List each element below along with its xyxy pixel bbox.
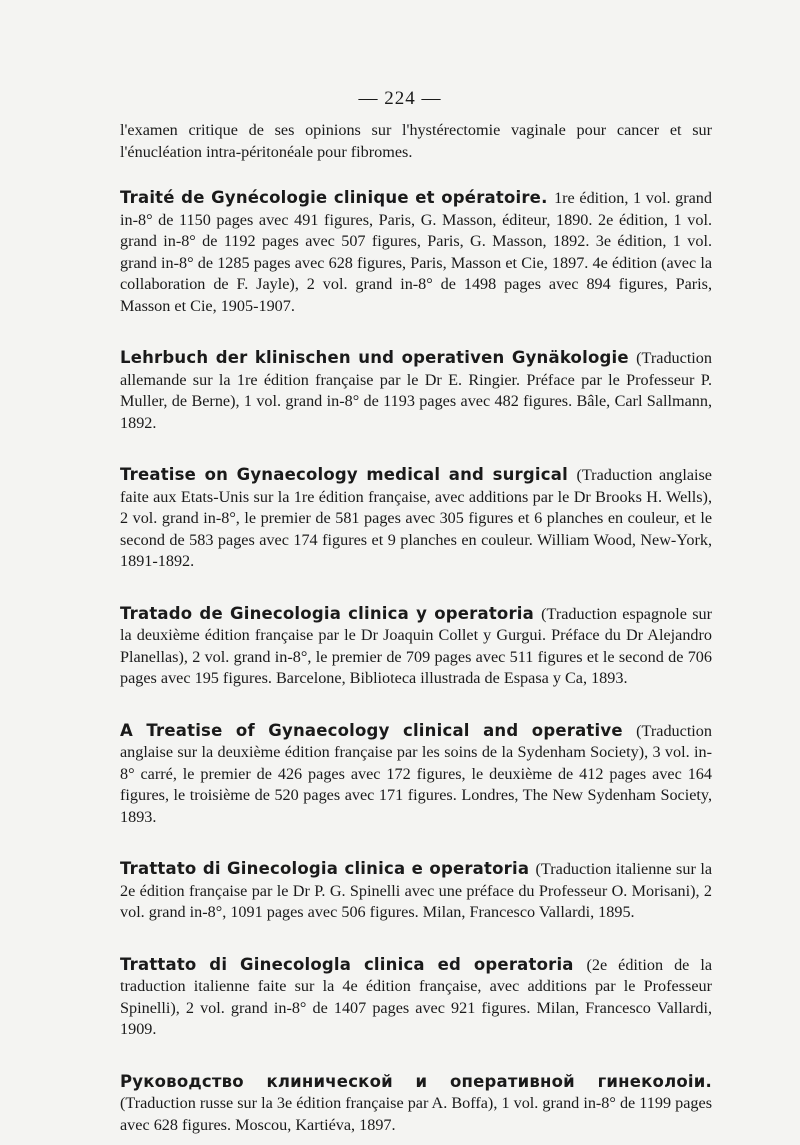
entry-title: Traité de Gynécologie clinique et opératoire. xyxy=(120,188,555,207)
page-number: — 224 — xyxy=(358,88,442,109)
page-content xyxy=(120,120,712,1136)
entry-text: (Traduction anglaise faite aux Etats-Unis sur la 1re édition française, avec additions par le Dr Brooks H. Wells), 2 vol. grand in-8°, le premier de 581 pages avec 305 figures et 6 planches en couleur, et le second de 583 pages avec 174 figures et 9 planches en couleur. William Wood, New-York, 1891-1892. xyxy=(120,466,712,570)
entry-text: (Traduction espagnole sur la deuxième édition française par le Dr Joaquin Collet y Gurgui. Préface du Dr Alejandro Planellas), 2 vol. grand in-8°, le premier de 709 pages avec 511 figures et le second de 706 pages avec 195 figures. Barcelone, Biblioteca illustrada de Espasa y Ca, 1893. xyxy=(120,604,712,687)
entry-title: Treatise on Gynaecology medical and surgical xyxy=(120,465,577,484)
bibliography-entry xyxy=(120,603,712,690)
entry-text: (2e édition de la traduction italienne faite sur la 4e édition française, avec additions par le Professeur Spinelli), 2 vol. grand in-8° de 1407 pages avec 921 figures. Milan, Francesco Vallardi, 1909. xyxy=(120,955,712,1038)
intro-paragraph: l'examen critique de ses opinions sur l'hystérectomie vaginale pour cancer et sur l'énucléation intra-péritonéale pour fibromes. xyxy=(120,121,712,161)
entry-title: A Treatise of Gynaecology clinical and operative xyxy=(120,720,637,740)
entry-title: Руководство клинической и оперативной гинеколоіи. xyxy=(120,1071,712,1091)
entry-title: Tratado de Ginecologia clinica y operatoria xyxy=(120,603,542,623)
bibliography-entry xyxy=(120,1071,712,1137)
entry-title: Trattato di Ginecologla clinica ed operatoria xyxy=(120,954,587,974)
bibliography-entry xyxy=(120,187,712,317)
entry-text: (Traduction russe sur la 3e édition française par A. Boffa), 1 vol. grand in-8° de 1199 pages avec 628 figures. Moscou, Kartiéva, 1897. xyxy=(120,1094,712,1134)
bibliography-entry xyxy=(120,464,712,573)
entry-text: 1re édition, 1 vol. grand in-8° de 1150 pages avec 491 figures, Paris, G. Masson, éditeur, 1890. 2e édition, 1 vol. grand in-8° de 1192 pages avec 507 figures, Paris, G. Masson, 1892. 3e édition, 1 vol. grand in-8° de 1285 pages avec 628 figures, Paris, Masson et Cie, 1897. 4e édition (avec la collaboration de F. Jayle), 2 vol. grand in-8° de 1498 pages avec 894 figures, Paris, Masson et Cie, 1905-1907. xyxy=(120,189,712,315)
entry-text: (Traduction anglaise sur la deuxième édition française par les soins de la Sydenham Society), 3 vol. in-8° carré, le premier de 426 pages avec 172 figures, le deuxième de 412 pages avec 164 figures, le troisième de 520 pages avec 171 figures. Londres, The New Sydenham Society, 1893. xyxy=(120,721,712,826)
entry-title: Lehrbuch der klinischen und operativen Gynäkologie xyxy=(120,348,637,367)
bibliography-entry xyxy=(120,954,712,1041)
bibliography-entry xyxy=(120,720,712,829)
bibliography-entry xyxy=(120,858,712,924)
entry-text: (Traduction italienne sur la 2e édition française par le Dr P. G. Spinelli avec une préface du Professeur O. Morisani), 2 vol. grand in-8°, 1091 pages avec 506 figures. Milan, Francesco Vallardi, 1895. xyxy=(120,860,713,921)
entry-text: (Traduction allemande sur la 1re édition française par le Dr E. Ringier. Préface par le Professeur P. Muller, de Berne), 1 vol. grand in-8° de 1193 pages avec 482 figures. Bâle, Carl Sallmann, 1892. xyxy=(120,349,712,432)
bibliography-entry xyxy=(120,347,712,434)
entry-title: Trattato di Ginecologia clinica e operatoria xyxy=(120,859,536,878)
